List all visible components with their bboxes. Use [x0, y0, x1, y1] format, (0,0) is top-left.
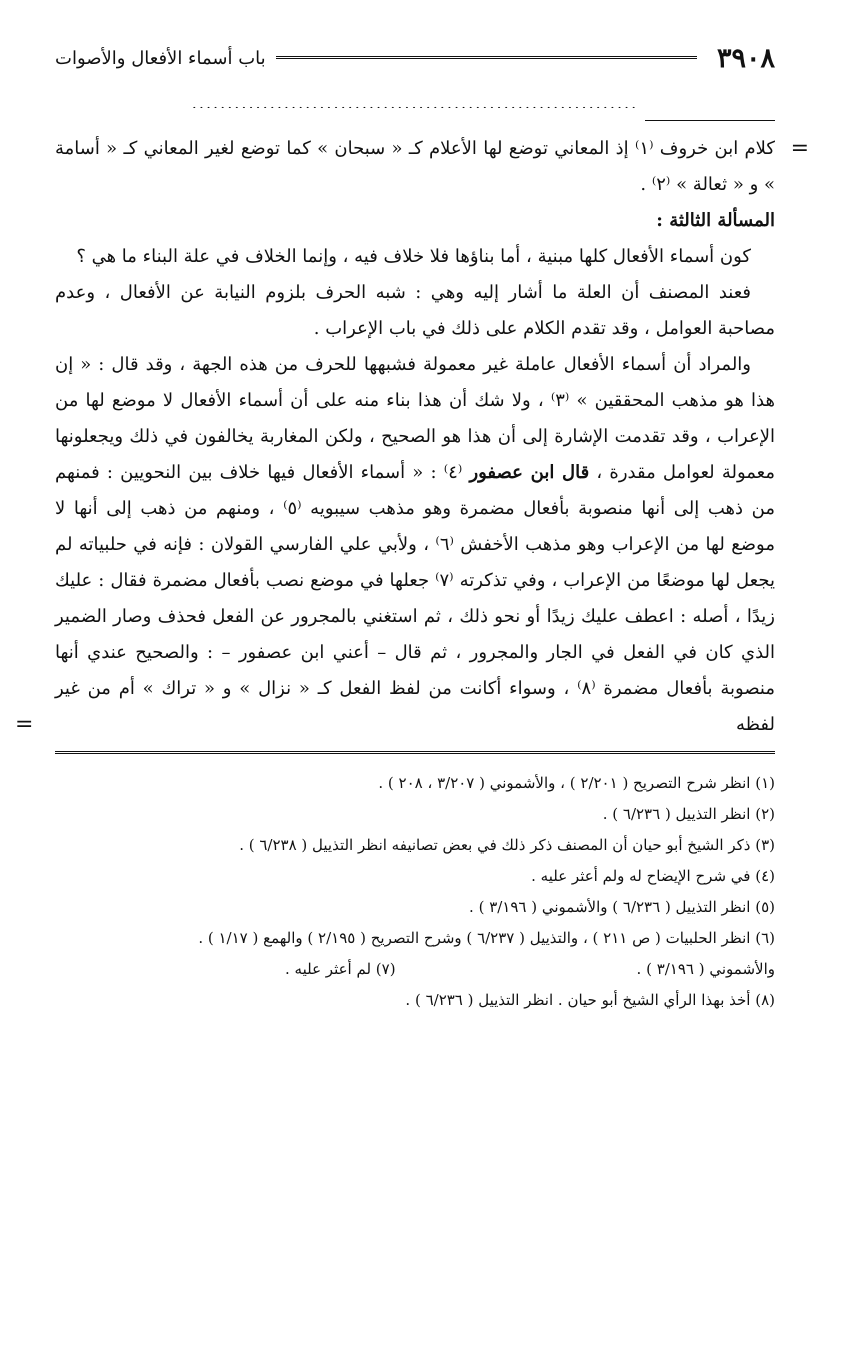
paragraph-2: فعند المصنف أن العلة ما أشار إليه وهي : شبه الحرف بلزوم النيابة عن الأفعال ، وعدم مصاحبة العوامل ، وقد تقدم الكلام على ذلك في باب الإعراب .: [55, 282, 775, 339]
footnote-5: (٥) انظر التذييل ( ٦/٢٣٦ ) والأشموني ( ٣/١٩٦ ) .: [469, 898, 775, 916]
footnote-rule: [55, 751, 775, 756]
footnote-3: (٣) ذكر الشيخ أبو حيان أن المصنف ذكر ذلك في بعض تصانيفه انظر التذييل ( ٦/٢٣٨ ) .: [239, 836, 775, 854]
footnote-4: (٤) في شرح الإيضاح له ولم أعثر عليه .: [531, 867, 775, 885]
footnote-7: (٧) لم أعثر عليه .: [285, 960, 396, 978]
footnote-1: (١) انظر شرح التصريح ( ٢/٢٠١ ) ، والأشموني ( ٣/٢٠٧ ، ٢٠٨ ) .: [378, 774, 775, 792]
continuation-paragraph: [55, 131, 809, 203]
paragraph-3: [15, 347, 776, 743]
continuation-text: كلام ابن خروف ⁽١⁾ إذ المعاني توضع لها الأعلام كـ « سبحان » كما توضع لغير المعاني كـ « أسامة » و « ثعالة » ⁽٢⁾ .: [55, 138, 775, 195]
footnote-row: [55, 954, 775, 985]
paragraph-1: كون أسماء الأفعال كلها مبنية ، أما بناؤها فلا خلاف فيه ، وإنما الخلاف في علة البناء ما هي ؟: [76, 246, 751, 267]
footnotes: [55, 768, 775, 1016]
section-heading: المسألة الثالثة :: [656, 210, 775, 231]
ellipsis-divider: ...............................................................: [191, 94, 639, 108]
paragraph-3-bold: قال ابن عصفور: [469, 462, 590, 483]
end-continuation-mark: =: [15, 712, 34, 737]
continuation-rule: [645, 120, 775, 121]
paragraph-3-part-a: والمراد أن أسماء الأفعال عاملة غير معمولة فشبهها للحرف من هذه الجهة ، وقد قال : « إن هذا هو مذهب المحققين » ⁽٣⁾ ، ولا شك أن هذا بناء منه على أن أسماء الأفعال لا موضع لها من الإعراب ، وقد تقدمت الإشارة إلى أن هذا هو الصحيح ، ولكن المغاربة يخالفون في ذلك ويجعلونها معمولة لعوامل مقدرة ،: [55, 354, 776, 483]
footnote-6-continued: والأشموني ( ٣/١٩٦ ) .: [636, 960, 775, 978]
paragraph-3-part-b: ⁽٤⁾ : « أسماء الأفعال فيها خلاف بين النحويين : فمنهم من ذهب إلى أنها منصوبة بأفعال مضمرة وهو مذهب سيبويه ⁽٥⁾ ، ومنهم من ذهب إلى أنها لا موضع لها من الإعراب وهو مذهب الأخفش ⁽٦⁾ ، ولأبي علي الفارسي القولان : فإنه في حلبياته لم يجعل لها موضعًا من الإعراب ، وفي تذكرته ⁽٧⁾ جعلها في موضع نصب بأفعال مضمرة فقال : عليك زيدًا ، أصله : اعطف عليك زيدًا أو نحو ذلك ، ثم استغني بالمجرور عن الفعل فحذف وصار الضمير الذي كان في الفعل في الجار والمجرور ، ثم قال – أعني ابن عصفور – : والصحيح عندي أنها منصوبة بأفعال مضمرة ⁽٨⁾ ، وسواء أكانت من لفظ الفعل كـ « نزال » و « تراك » أم من غير لفظه: [55, 462, 776, 735]
footnote-2: (٢) انظر التذييل ( ٦/٢٣٦ ) .: [602, 805, 775, 823]
footnote-6: (٦) انظر الحلبيات ( ص ٢١١ ) ، والتذييل ( ٦/٢٣٧ ) وشرح التصريح ( ٢/١٩٥ ) والهمع ( ١/١٧ ) .: [198, 929, 775, 947]
continuation-mark: =: [790, 136, 809, 161]
page-number: ٣٩٠٨: [716, 42, 775, 74]
page: [15, 38, 809, 1016]
header-rule: [276, 56, 697, 61]
footnote-8: (٨) أخذ بهذا الرأي الشيخ أبو حيان . انظر التذييل ( ٦/٢٣٦ ) .: [405, 991, 775, 1009]
page-header: [55, 38, 775, 78]
main-text: [15, 131, 809, 743]
chapter-title: باب أسماء الأفعال والأصوات: [55, 47, 266, 69]
